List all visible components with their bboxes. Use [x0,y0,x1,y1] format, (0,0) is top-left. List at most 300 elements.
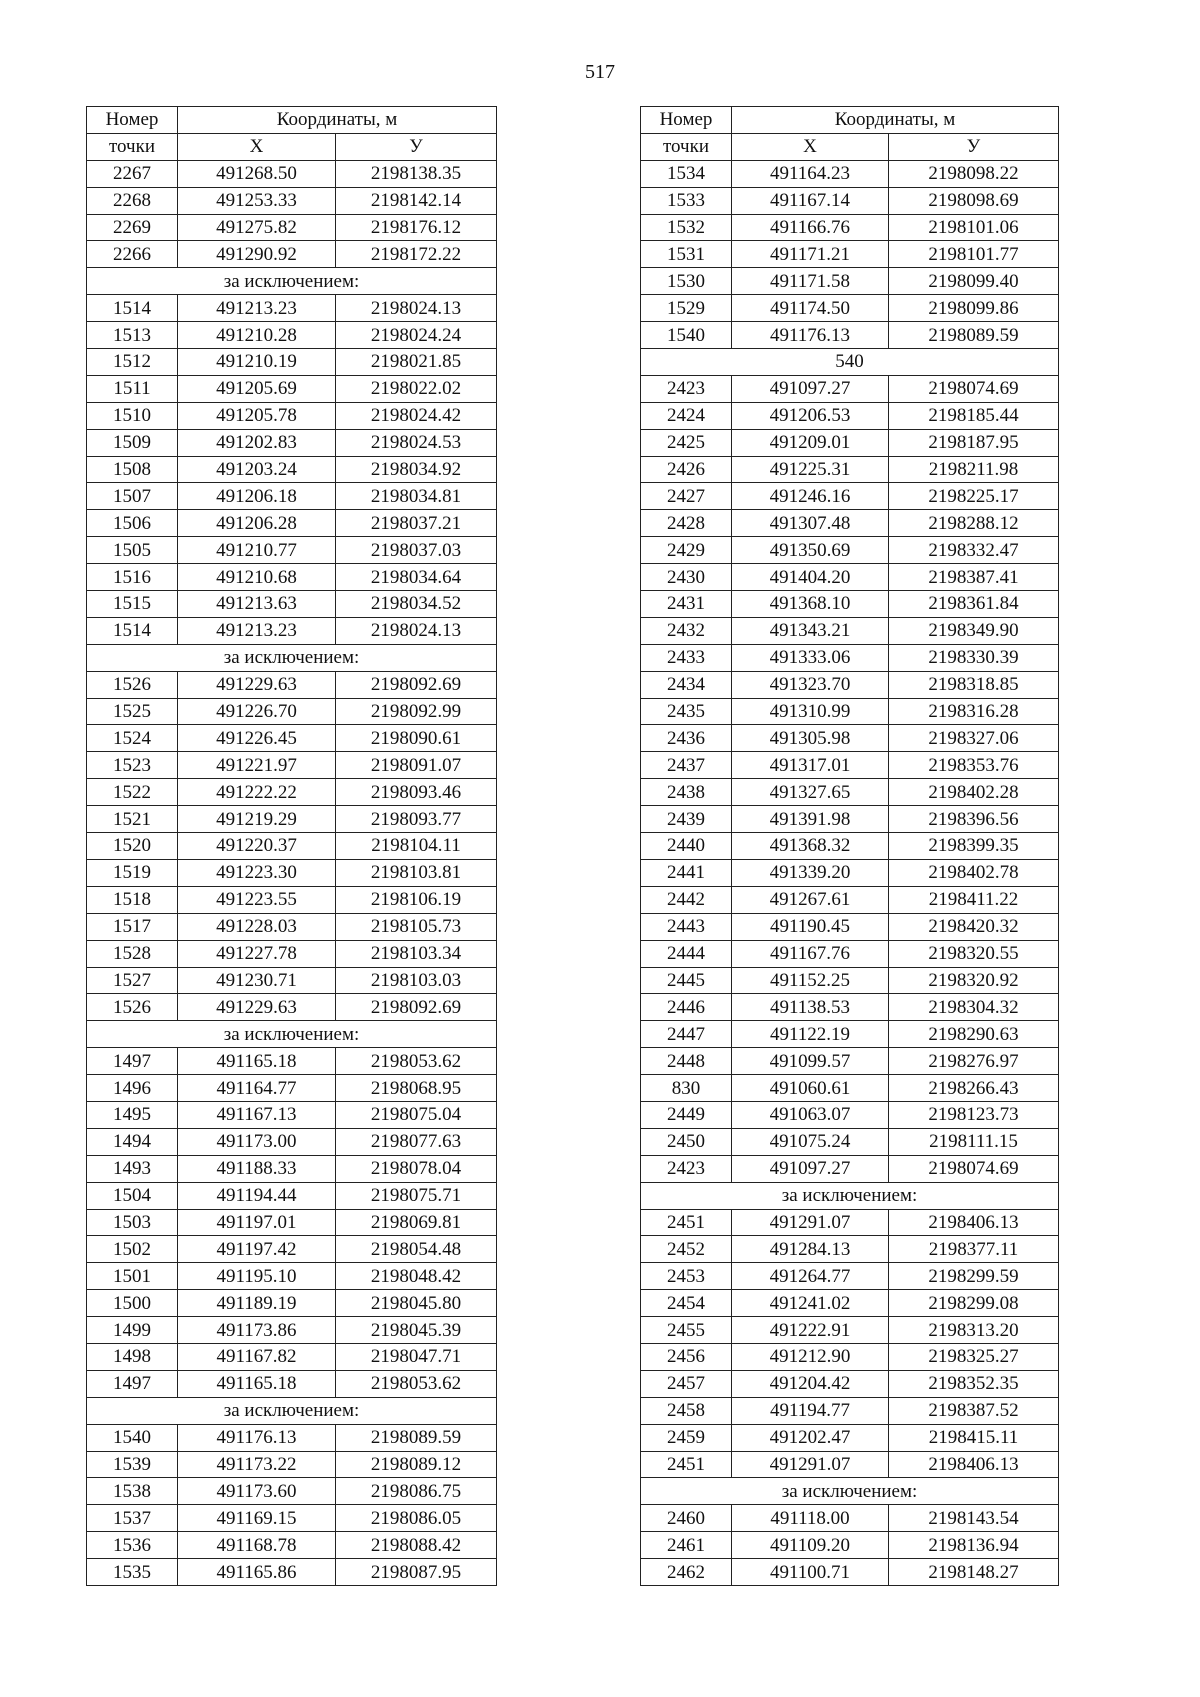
point-number-cell: 1508 [87,456,178,483]
x-coordinate-cell: 491228.03 [178,913,336,940]
section-label: за исключением: [641,1478,1059,1505]
y-coordinate-cell: 2198330.39 [889,644,1059,671]
y-coordinate-cell: 2198406.13 [889,1209,1059,1236]
y-coordinate-cell: 2198106.19 [336,886,497,913]
y-coordinate-cell: 2198075.04 [336,1101,497,1128]
point-number-cell: 2445 [641,967,732,994]
y-coordinate-cell: 2198047.71 [336,1343,497,1370]
table-row [641,429,1059,456]
table-row [641,1048,1059,1075]
table-row [641,833,1059,860]
table-row [641,1397,1059,1424]
y-coordinate-cell: 2198087.95 [336,1559,497,1586]
table-row [641,671,1059,698]
y-coordinate-cell: 2198111.15 [889,1128,1059,1155]
x-coordinate-cell: 491152.25 [732,967,889,994]
y-coordinate-cell: 2198123.73 [889,1101,1059,1128]
table-row [87,1559,497,1586]
y-coordinate-cell: 2198034.64 [336,564,497,591]
y-coordinate-cell: 2198098.22 [889,160,1059,187]
table-row [87,671,497,698]
point-number-cell: 2433 [641,644,732,671]
y-coordinate-cell: 2198099.86 [889,295,1059,322]
x-coordinate-cell: 491323.70 [732,671,889,698]
point-number-cell: 2429 [641,537,732,564]
section-label: за исключением: [87,644,497,671]
table-row [87,779,497,806]
table-row [87,1209,497,1236]
point-number-cell: 1500 [87,1290,178,1317]
y-coordinate-cell: 2198148.27 [889,1559,1059,1586]
x-coordinate-cell: 491171.21 [732,241,889,268]
x-coordinate-cell: 491212.90 [732,1343,889,1370]
point-number-cell: 1529 [641,295,732,322]
table-row [87,537,497,564]
table-row [87,1317,497,1344]
point-number-cell: 1536 [87,1532,178,1559]
x-coordinate-cell: 491164.23 [732,160,889,187]
point-number-cell: 1520 [87,833,178,860]
table-row [87,429,497,456]
table-row [87,967,497,994]
point-number-cell: 1501 [87,1263,178,1290]
point-number-cell: 2444 [641,940,732,967]
y-coordinate-cell: 2198316.28 [889,698,1059,725]
x-coordinate-cell: 491268.50 [178,160,336,187]
y-coordinate-cell: 2198332.47 [889,537,1059,564]
point-number-cell: 1506 [87,510,178,537]
point-number-cell: 1498 [87,1343,178,1370]
x-coordinate-cell: 491213.23 [178,295,336,322]
point-number-cell: 1540 [87,1424,178,1451]
y-coordinate-cell: 2198266.43 [889,1075,1059,1102]
table-row [87,349,497,376]
table-row [641,1370,1059,1397]
point-number-cell: 2456 [641,1343,732,1370]
point-number-cell: 2425 [641,429,732,456]
x-coordinate-cell: 491190.45 [732,913,889,940]
x-coordinate-cell: 491174.50 [732,295,889,322]
point-number-cell: 2452 [641,1236,732,1263]
x-coordinate-cell: 491343.21 [732,617,889,644]
table-row [87,295,497,322]
point-number-cell: 1533 [641,187,732,214]
point-number-cell: 2438 [641,779,732,806]
y-coordinate-cell: 2198101.06 [889,214,1059,241]
x-coordinate-cell: 491202.47 [732,1424,889,1451]
point-number-header-line2: точки [641,133,732,160]
table-row [87,1505,497,1532]
x-coordinate-cell: 491206.53 [732,402,889,429]
y-coordinate-cell: 2198377.11 [889,1236,1059,1263]
y-coordinate-cell: 2198086.05 [336,1505,497,1532]
point-number-cell: 2442 [641,886,732,913]
x-coordinate-cell: 491391.98 [732,806,889,833]
table-row [87,1343,497,1370]
y-coordinate-cell: 2198352.35 [889,1370,1059,1397]
y-coordinate-cell: 2198074.69 [889,1155,1059,1182]
table-row [87,1424,497,1451]
point-number-cell: 2447 [641,1021,732,1048]
x-coordinate-cell: 491222.22 [178,779,336,806]
section-row [641,1478,1059,1505]
y-coordinate-cell: 2198387.52 [889,1397,1059,1424]
point-number-cell: 1540 [641,322,732,349]
y-coordinate-cell: 2198054.48 [336,1236,497,1263]
x-coordinate-cell: 491060.61 [732,1075,889,1102]
y-coordinate-cell: 2198327.06 [889,725,1059,752]
y-coordinate-cell: 2198290.63 [889,1021,1059,1048]
y-coordinate-cell: 2198138.35 [336,160,497,187]
y-coordinate-cell: 2198187.95 [889,429,1059,456]
table-row [87,1155,497,1182]
point-number-cell: 1497 [87,1370,178,1397]
y-column-header: У [889,133,1059,160]
x-coordinate-cell: 491173.00 [178,1128,336,1155]
table-row [641,1155,1059,1182]
x-coordinate-cell: 491100.71 [732,1559,889,1586]
x-coordinate-cell: 491226.45 [178,725,336,752]
point-number-cell: 830 [641,1075,732,1102]
table-row [641,1317,1059,1344]
point-number-cell: 1515 [87,591,178,618]
point-number-cell: 2451 [641,1451,732,1478]
section-row [87,268,497,295]
table-row [641,698,1059,725]
x-coordinate-cell: 491220.37 [178,833,336,860]
point-number-cell: 1532 [641,214,732,241]
table-row [87,1128,497,1155]
y-coordinate-cell: 2198353.76 [889,752,1059,779]
x-coordinate-cell: 491075.24 [732,1128,889,1155]
point-number-cell: 1512 [87,349,178,376]
y-coordinate-cell: 2198045.80 [336,1290,497,1317]
x-coordinate-cell: 491202.83 [178,429,336,456]
table-row [641,644,1059,671]
point-number-cell: 2455 [641,1317,732,1344]
y-coordinate-cell: 2198098.69 [889,187,1059,214]
x-coordinate-cell: 491368.10 [732,591,889,618]
point-number-cell: 1522 [87,779,178,806]
table-row [87,698,497,725]
table-row [87,456,497,483]
table-row [641,483,1059,510]
point-number-cell: 2428 [641,510,732,537]
point-number-header-line2: точки [87,133,178,160]
x-coordinate-cell: 491246.16 [732,483,889,510]
table-row [641,994,1059,1021]
table-row [87,1370,497,1397]
x-coordinate-cell: 491167.76 [732,940,889,967]
point-number-cell: 2449 [641,1101,732,1128]
table-row [87,187,497,214]
section-label: за исключением: [641,1182,1059,1209]
point-number-cell: 1535 [87,1559,178,1586]
point-number-cell: 2451 [641,1209,732,1236]
x-coordinate-cell: 491206.28 [178,510,336,537]
point-number-cell: 1513 [87,322,178,349]
y-coordinate-cell: 2198325.27 [889,1343,1059,1370]
point-number-cell: 1514 [87,295,178,322]
table-row [641,779,1059,806]
x-coordinate-cell: 491275.82 [178,214,336,241]
y-coordinate-cell: 2198411.22 [889,886,1059,913]
table-row [641,1532,1059,1559]
point-number-cell: 2437 [641,752,732,779]
x-coordinate-cell: 491229.63 [178,994,336,1021]
point-number-cell: 1517 [87,913,178,940]
y-coordinate-cell: 2198034.81 [336,483,497,510]
table-row [87,1101,497,1128]
x-column-header: Х [178,133,336,160]
table-row [641,537,1059,564]
point-number-cell: 1519 [87,859,178,886]
table-row [87,241,497,268]
table-row [641,456,1059,483]
x-coordinate-cell: 491350.69 [732,537,889,564]
table-row [641,859,1059,886]
x-coordinate-cell: 491194.77 [732,1397,889,1424]
y-coordinate-cell: 2198172.22 [336,241,497,268]
x-coordinate-cell: 491165.18 [178,1048,336,1075]
point-number-cell: 1496 [87,1075,178,1102]
table-row [87,1451,497,1478]
point-number-header: Номер [87,107,178,134]
x-coordinate-cell: 491253.33 [178,187,336,214]
x-coordinate-cell: 491290.92 [178,241,336,268]
section-row [87,1021,497,1048]
coordinates-table-right [640,106,1059,1586]
table-row [641,967,1059,994]
x-coordinate-cell: 491173.60 [178,1478,336,1505]
x-coordinate-cell: 491284.13 [732,1236,889,1263]
point-number-cell: 1507 [87,483,178,510]
y-coordinate-cell: 2198024.13 [336,295,497,322]
table-row [87,1478,497,1505]
point-number-cell: 1530 [641,268,732,295]
point-number-cell: 1505 [87,537,178,564]
y-coordinate-cell: 2198093.46 [336,779,497,806]
x-coordinate-cell: 491307.48 [732,510,889,537]
x-coordinate-cell: 491165.86 [178,1559,336,1586]
x-coordinate-cell: 491210.19 [178,349,336,376]
point-number-cell: 2269 [87,214,178,241]
table-row [641,375,1059,402]
section-label: за исключением: [87,1021,497,1048]
table-row [641,564,1059,591]
x-coordinate-cell: 491173.86 [178,1317,336,1344]
x-coordinate-cell: 491210.77 [178,537,336,564]
x-coordinate-cell: 491229.63 [178,671,336,698]
table-row [641,1101,1059,1128]
table-row [87,1048,497,1075]
section-row [641,1182,1059,1209]
table-row [641,322,1059,349]
x-coordinate-cell: 491222.91 [732,1317,889,1344]
point-number-cell: 1526 [87,994,178,1021]
table-row [641,940,1059,967]
y-coordinate-cell: 2198402.78 [889,859,1059,886]
x-coordinate-cell: 491210.28 [178,322,336,349]
table-row [87,913,497,940]
point-number-cell: 1502 [87,1236,178,1263]
y-coordinate-cell: 2198136.94 [889,1532,1059,1559]
y-coordinate-cell: 2198185.44 [889,402,1059,429]
table-row [641,617,1059,644]
x-coordinate-cell: 491195.10 [178,1263,336,1290]
x-coordinate-cell: 491310.99 [732,698,889,725]
x-coordinate-cell: 491166.76 [732,214,889,241]
x-coordinate-cell: 491169.15 [178,1505,336,1532]
y-coordinate-cell: 2198101.77 [889,241,1059,268]
y-coordinate-cell: 2198074.69 [889,375,1059,402]
point-number-cell: 2266 [87,241,178,268]
x-coordinate-cell: 491206.18 [178,483,336,510]
x-coordinate-cell: 491109.20 [732,1532,889,1559]
point-number-cell: 1509 [87,429,178,456]
table-row [641,752,1059,779]
x-coordinate-cell: 491188.33 [178,1155,336,1182]
y-coordinate-cell: 2198091.07 [336,752,497,779]
table-row [641,510,1059,537]
x-coordinate-cell: 491210.68 [178,564,336,591]
x-coordinate-cell: 491138.53 [732,994,889,1021]
x-coordinate-cell: 491176.13 [732,322,889,349]
point-number-cell: 1518 [87,886,178,913]
x-coordinate-cell: 491213.63 [178,591,336,618]
x-coordinate-cell: 491223.30 [178,859,336,886]
x-coordinate-cell: 491227.78 [178,940,336,967]
x-coordinate-cell: 491264.77 [732,1263,889,1290]
point-number-cell: 2453 [641,1263,732,1290]
point-number-cell: 2461 [641,1532,732,1559]
y-coordinate-cell: 2198406.13 [889,1451,1059,1478]
point-number-cell: 1495 [87,1101,178,1128]
point-number-cell: 1521 [87,806,178,833]
section-label: за исключением: [87,1397,497,1424]
table-row [641,1505,1059,1532]
table-row [87,510,497,537]
table-row [641,268,1059,295]
table-row [87,617,497,644]
point-number-cell: 2423 [641,375,732,402]
table-row [87,322,497,349]
table-row [641,1075,1059,1102]
x-coordinate-cell: 491230.71 [178,967,336,994]
y-coordinate-cell: 2198069.81 [336,1209,497,1236]
point-number-cell: 1531 [641,241,732,268]
y-coordinate-cell: 2198299.08 [889,1290,1059,1317]
table-row [87,402,497,429]
y-coordinate-cell: 2198037.21 [336,510,497,537]
point-number-cell: 2448 [641,1048,732,1075]
y-coordinate-cell: 2198387.41 [889,564,1059,591]
point-number-cell: 2434 [641,671,732,698]
point-number-cell: 1534 [641,160,732,187]
x-coordinate-cell: 491176.13 [178,1424,336,1451]
point-number-cell: 1503 [87,1209,178,1236]
y-coordinate-cell: 2198420.32 [889,913,1059,940]
y-coordinate-cell: 2198103.34 [336,940,497,967]
y-coordinate-cell: 2198089.12 [336,1451,497,1478]
table-row [641,1451,1059,1478]
y-coordinate-cell: 2198021.85 [336,349,497,376]
coordinates-header: Координаты, м [178,107,497,134]
y-column-header: У [336,133,497,160]
y-coordinate-cell: 2198089.59 [889,322,1059,349]
coordinates-header: Координаты, м [732,107,1059,134]
x-coordinate-cell: 491164.77 [178,1075,336,1102]
section-label: за исключением: [87,268,497,295]
table-row [641,1424,1059,1451]
y-coordinate-cell: 2198093.77 [336,806,497,833]
section-row [87,1397,497,1424]
y-coordinate-cell: 2198037.03 [336,537,497,564]
x-coordinate-cell: 491317.01 [732,752,889,779]
table-row [641,160,1059,187]
point-number-cell: 1523 [87,752,178,779]
table-row [641,241,1059,268]
x-coordinate-cell: 491219.29 [178,806,336,833]
x-coordinate-cell: 491167.14 [732,187,889,214]
y-coordinate-cell: 2198086.75 [336,1478,497,1505]
x-coordinate-cell: 491197.01 [178,1209,336,1236]
y-coordinate-cell: 2198048.42 [336,1263,497,1290]
point-number-cell: 2423 [641,1155,732,1182]
table-row [641,591,1059,618]
x-coordinate-cell: 491213.23 [178,617,336,644]
point-number-cell: 2454 [641,1290,732,1317]
point-number-cell: 1539 [87,1451,178,1478]
x-coordinate-cell: 491267.61 [732,886,889,913]
point-number-cell: 1499 [87,1317,178,1344]
point-number-cell: 1510 [87,402,178,429]
y-coordinate-cell: 2198077.63 [336,1128,497,1155]
x-coordinate-cell: 491205.69 [178,375,336,402]
x-coordinate-cell: 491305.98 [732,725,889,752]
x-coordinate-cell: 491194.44 [178,1182,336,1209]
table-row [641,1343,1059,1370]
x-coordinate-cell: 491205.78 [178,402,336,429]
table-row [87,1182,497,1209]
y-coordinate-cell: 2198075.71 [336,1182,497,1209]
x-column-header: Х [732,133,889,160]
x-coordinate-cell: 491368.32 [732,833,889,860]
y-coordinate-cell: 2198045.39 [336,1317,497,1344]
point-number-cell: 2436 [641,725,732,752]
y-coordinate-cell: 2198092.69 [336,994,497,1021]
point-number-cell: 1497 [87,1048,178,1075]
y-coordinate-cell: 2198361.84 [889,591,1059,618]
y-coordinate-cell: 2198288.12 [889,510,1059,537]
y-coordinate-cell: 2198078.04 [336,1155,497,1182]
x-coordinate-cell: 491225.31 [732,456,889,483]
x-coordinate-cell: 491167.82 [178,1343,336,1370]
x-coordinate-cell: 491171.58 [732,268,889,295]
table-row [641,295,1059,322]
table-row [87,752,497,779]
x-coordinate-cell: 491204.42 [732,1370,889,1397]
y-coordinate-cell: 2198024.24 [336,322,497,349]
table-row [87,725,497,752]
table-row [87,591,497,618]
table-row [87,1532,497,1559]
table-row [641,1263,1059,1290]
y-coordinate-cell: 2198143.54 [889,1505,1059,1532]
point-number-cell: 2426 [641,456,732,483]
point-number-cell: 1516 [87,564,178,591]
y-coordinate-cell: 2198415.11 [889,1424,1059,1451]
